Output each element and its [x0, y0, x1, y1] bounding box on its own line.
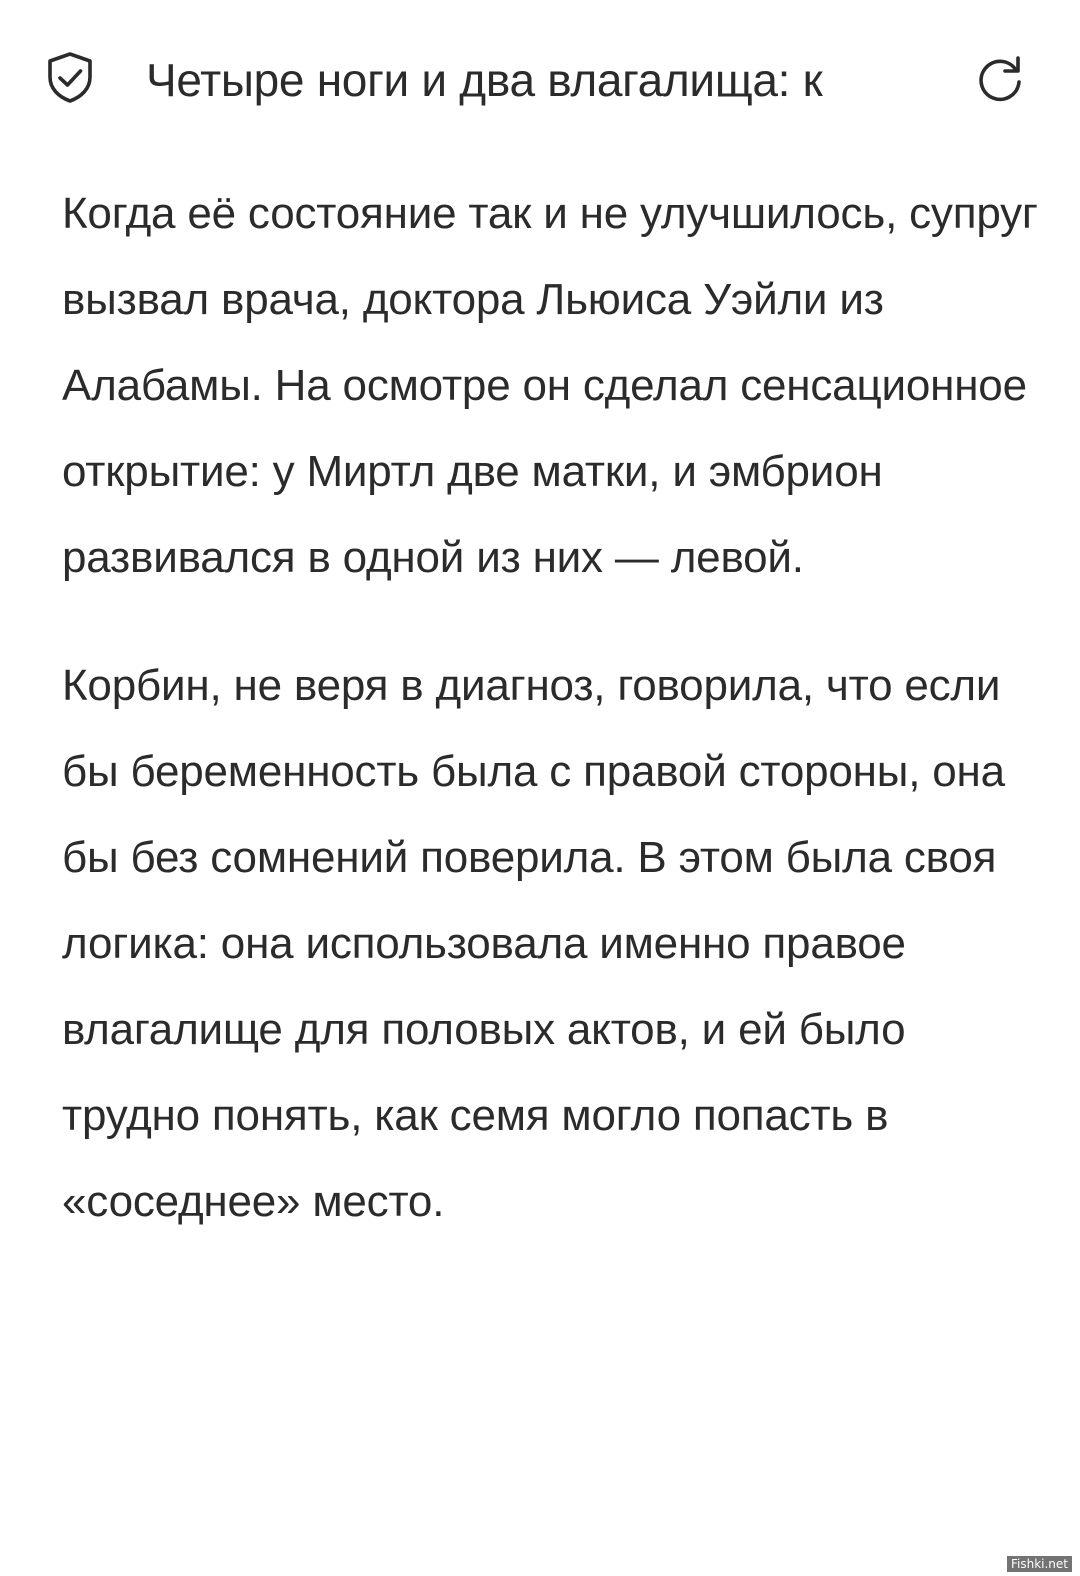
shield-check-icon[interactable]	[44, 50, 96, 104]
watermark: Fishki.net	[1007, 1556, 1072, 1572]
article-paragraph-2: Корбин, не веря в диагноз, говорила, что если бы беременность была с правой стороны, она бы без сомнений поверила. В этом была своя логика: она использовала именно правое влагалище для половых актов, и ей было трудно понять, как семя могло попасть в «соседнее» место.	[62, 661, 1005, 1226]
page-title: Четыре ноги и два влагалища: к	[146, 54, 823, 106]
article-paragraph-1: Когда её состояние так и не улучшилось, супруг вызвал врача, доктора Льюиса Уэйли из Алабамы. На осмотре он сделал сенсационное открытие: у Миртл две матки, и эмбрион развивался в одной из них — левой.	[62, 189, 1038, 582]
article-body	[62, 171, 1052, 1245]
browser-header	[0, 0, 1080, 160]
reload-icon[interactable]	[972, 52, 1028, 108]
page-title-container[interactable]	[146, 44, 932, 116]
